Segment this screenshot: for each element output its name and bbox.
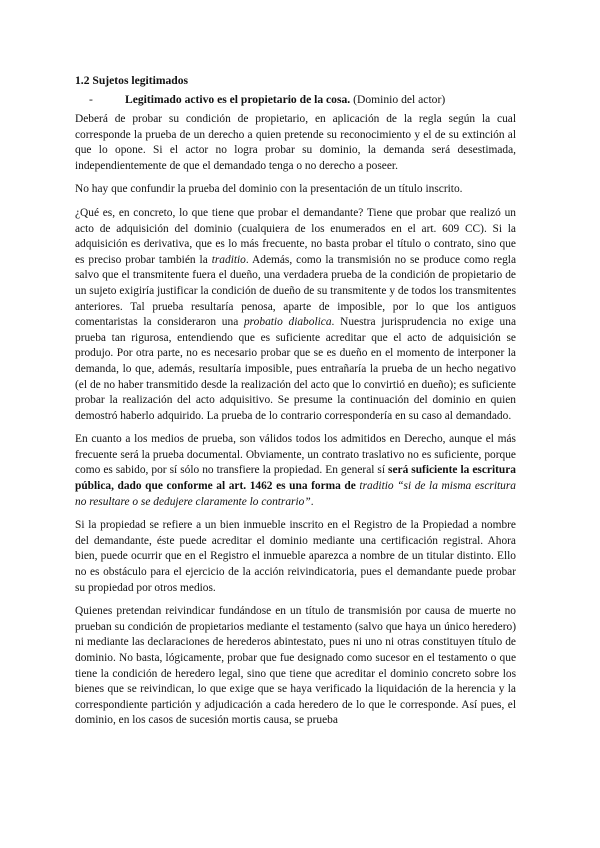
paragraph-6: Quienes pretendan reivindicar fundándose en un título de transmisión por causa de muerte no prueban su condición de propietarios mediante el testamento (salvo que haya un único heredero) ni mediante las declaraciones de herederos abintestato, pues ni uno ni otras constituyen título de dominio. No basta, lógicamente, probar que fue designado como sucesor en el testamento o que tiene la condición de heredero legal, sino que tiene que acreditar el dominio concreto sobre los bienes que se reivindican, lo que exige que se haya verificado la liquidación de la herencia y la correspondiente partición y adjudicación a cada heredero de lo que le corresponde. Así pues, el dominio, en los casos de sucesión mortis causa, se prueba <box>75 605 516 727</box>
bullet-dash: - <box>89 93 93 106</box>
paragraph-2: No hay que confundir la prueba del dominio con la presentación de un título inscrito. <box>75 183 463 196</box>
paragraph-5: Si la propiedad se refiere a un bien inmueble inscrito en el Registro de la Propiedad a nombre del demandante, éste puede acreditar el dominio mediante una certificación registral. Ahora bien, puede ocurrir que en el Registro el inmueble aparezca a nombre de un titular distinto. Ello no es obstáculo para el ejercicio de la acción reivindicatoria, pues el demandante puede probar su propiedad por otros medios. <box>75 519 516 594</box>
p3-italic-probatio: probatio diabolica <box>243 316 332 329</box>
p3-text-c: . Además, como la transmisión no se produce como regla salvo que el transmitente fuera el dueño, una verdadera prueba de la condición de propietario de un sujeto exigiría justificar la condición de dueño de su transmitente y de todos los transmitentes anteriores. Tal prueba resultaría penosa, aparte de imposible, por lo que los antiguos comentaristas la consideraron una <box>75 253 517 329</box>
p4-bold-text: será suficiente la escritura pública, dado que conforme al art. 1462 es una forma de <box>75 464 516 493</box>
bullet-text <box>125 93 445 106</box>
p3-text-a: ¿Qué es, en concreto, lo que tiene que probar el demandante? Tiene que probar que realizó un acto de adquisición del dominio (cualquiera de los enumerados en el art. 609 CC). Si la adquisición es derivativa, que es lo más frecuente, no basta probar el título o contrato, sino que es preciso probar también la <box>75 206 516 266</box>
paragraph-4 <box>75 432 516 510</box>
bullet-paren-text: (Dominio del actor) <box>350 93 446 106</box>
paragraph-3 <box>75 206 516 424</box>
bullet-bold-text: Legitimado activo es el propietario de la cosa. <box>125 93 351 106</box>
p3-italic-traditio: traditio <box>211 253 246 266</box>
bullet-heading <box>89 93 516 106</box>
p4-italic-text: traditio “si de la misma escritura no resultare o se dedujere claramente lo contrario” <box>75 480 516 508</box>
section-title: 1.2 Sujetos legitimados <box>75 74 189 87</box>
p4-text-a: En cuanto a los medios de prueba, son válidos todos los admitidos en Derecho, aunque el más frecuente será la prueba documental. Obviamente, un contrato traslativo no es suficiente, porque como es sabido, por sí sólo no transfiere la propiedad. En general sí <box>75 433 516 477</box>
paragraph-1: Deberá de probar su condición de propietario, en aplicación de la regla según la cual corresponde la prueba de un derecho a quien pretende su reconocimiento y el de su extinción al que lo opone. Si el actor no logra probar su dominio, la demanda será desestimada, independientemente de que el demandado tenga o no derecho a poseer. <box>75 113 516 172</box>
p4-text-d: . <box>310 495 314 508</box>
p3-text-e: . Nuestra jurisprudencia no exige una prueba tan rigurosa, entendiendo que es suficiente acreditar que el acto de adquisición se produjo. Por otra parte, no es necesario probar que se es dueño en el momento de interponer la demanda, lo que, además, resultaría imposible, pues entrañaría la prueba de un hecho negativo (el de no haber transmitido desde la realización del acto que lo convirtió en dueño); es suficiente probar la realización del acto adquisitivo. Se presume la continuación del dominio en quien demostró haberlo adquirido. La prueba de lo contrario correspondería en su caso al demandado. <box>75 316 517 422</box>
